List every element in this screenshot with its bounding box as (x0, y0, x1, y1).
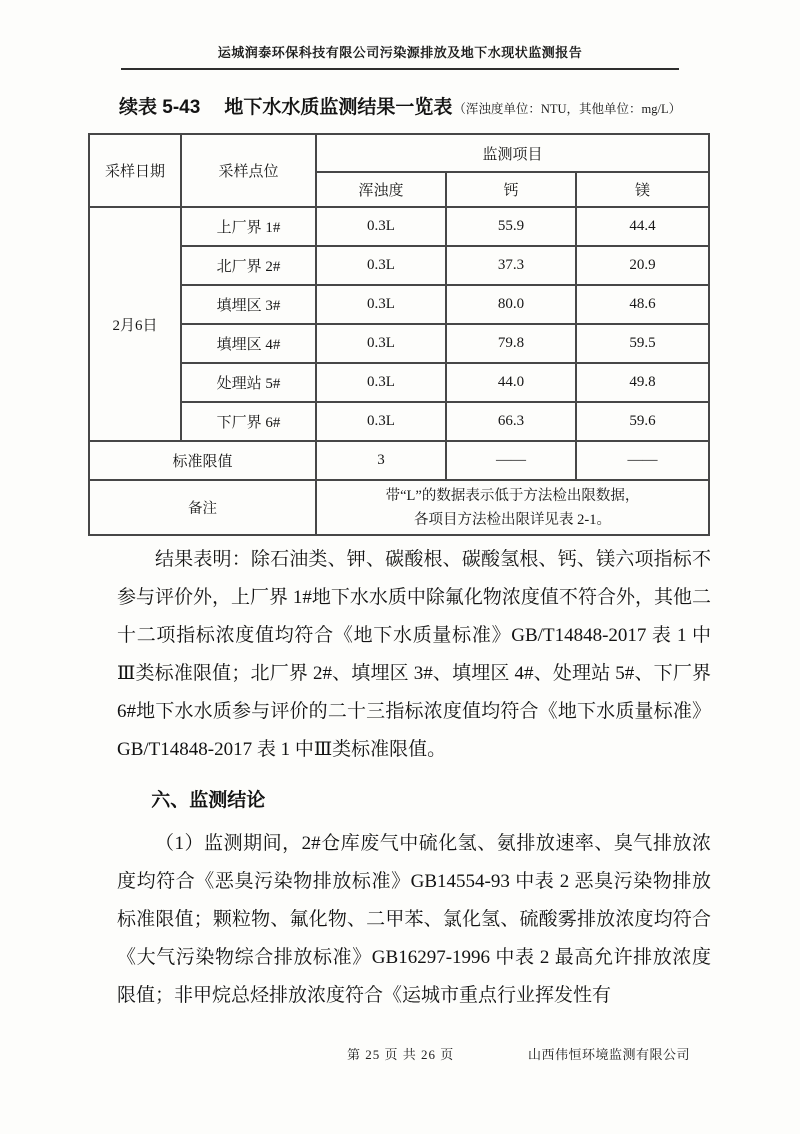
turbidity-limit: 3 (316, 441, 446, 480)
sample-date-cell: 2月6日 (89, 207, 181, 441)
table-caption-unit-note: （浑浊度单位：NTU，其他单位：mg/L） (453, 102, 682, 116)
magnesium-value: 59.5 (576, 324, 709, 363)
remark-line-1: 带“L”的数据表示低于方法检出限数据， (385, 487, 640, 504)
table-row (89, 207, 709, 246)
standard-limit-row (89, 441, 709, 480)
sample-point-cell: 填埋区 4# (181, 324, 316, 363)
calcium-value: 66.3 (446, 402, 576, 441)
sample-point-cell: 处理站 5# (181, 363, 316, 402)
calcium-value: 55.9 (446, 207, 576, 246)
report-header-title: 运城润泰环保科技有限公司污染源排放及地下水现状监测报告 (217, 45, 583, 60)
remark-content (316, 480, 709, 535)
col-header-sample-point: 采样点位 (181, 134, 316, 207)
table-row (89, 402, 709, 441)
sample-point-cell: 北厂界 2# (181, 246, 316, 285)
table-caption-title: 地下水水质监测结果一览表 (224, 97, 453, 118)
table-row (89, 363, 709, 402)
magnesium-value: 49.8 (576, 363, 709, 402)
sample-point-cell: 上厂界 1# (181, 207, 316, 246)
sample-point-cell: 填埋区 3# (181, 285, 316, 324)
calcium-value: 44.0 (446, 363, 576, 402)
magnesium-value: 20.9 (576, 246, 709, 285)
groundwater-results-table (88, 133, 710, 536)
col-header-items-group: 监测项目 (316, 134, 709, 172)
table-caption (119, 92, 681, 119)
turbidity-value: 0.3L (316, 246, 446, 285)
turbidity-value: 0.3L (316, 324, 446, 363)
calcium-limit: —— (446, 441, 576, 480)
footer-company-name: 山西伟恒环境监测有限公司 (528, 1047, 691, 1062)
table-header-row-1 (89, 134, 709, 172)
turbidity-value: 0.3L (316, 363, 446, 402)
magnesium-value: 48.6 (576, 285, 709, 324)
magnesium-value: 44.4 (576, 207, 709, 246)
standard-limit-label: 标准限值 (89, 441, 316, 480)
table-row (89, 324, 709, 363)
page-number: 第 25 页 共 26 页 (347, 1047, 455, 1062)
calcium-value: 80.0 (446, 285, 576, 324)
result-paragraph: 结果表明：除石油类、钾、碳酸根、碳酸氢根、钙、镁六项指标不参与评价外，上厂界 1#地下水水质中除氟化物浓度值不符合外，其他二十二项指标浓度值均符合《地下水质量标准》GB/T14848-2017 表 1 中Ⅲ类标准限值；北厂界 2#、填埋区 3#、填埋区 4#、处理站 5#、下厂界 6#地下水水质参与评价的二十三指标浓度值均符合《地下水质量标准》GB/T14848-2017 表 1 中Ⅲ类标准限值。 (117, 549, 711, 760)
col-header-sample-date: 采样日期 (89, 134, 181, 207)
table-caption-label: 续表 5-43 (119, 97, 201, 118)
remark-label: 备注 (89, 480, 316, 535)
turbidity-value: 0.3L (316, 402, 446, 441)
table-row (89, 285, 709, 324)
remark-line-2: 各项目方法检出限详见表 2-1。 (414, 511, 611, 528)
table-row (89, 246, 709, 285)
report-header (121, 42, 679, 70)
sample-point-cell: 下厂界 6# (181, 402, 316, 441)
remark-row (89, 480, 709, 535)
turbidity-value: 0.3L (316, 207, 446, 246)
turbidity-value: 0.3L (316, 285, 446, 324)
col-header-turbidity: 浑浊度 (316, 172, 446, 207)
magnesium-value: 59.6 (576, 402, 709, 441)
magnesium-limit: —— (576, 441, 709, 480)
document-body (117, 541, 711, 1015)
col-header-calcium: 钙 (446, 172, 576, 207)
calcium-value: 79.8 (446, 324, 576, 363)
conclusion-paragraph: （1）监测期间，2#仓库废气中硫化氢、氨排放速率、臭气排放浓度均符合《恶臭污染物排放标准》GB14554-93 中表 2 恶臭污染物排放标准限值；颗粒物、氟化物、二甲苯、氯化氢、硫酸雾排放浓度均符合《大气污染物综合排放标准》GB16297-1996 中表 2 最高允许排放浓度限值；非甲烷总烃排放浓度符合《运城市重点行业挥发性有 (117, 833, 711, 1006)
col-header-magnesium: 镁 (576, 172, 709, 207)
section-heading: 六、监测结论 (151, 790, 266, 811)
calcium-value: 37.3 (446, 246, 576, 285)
